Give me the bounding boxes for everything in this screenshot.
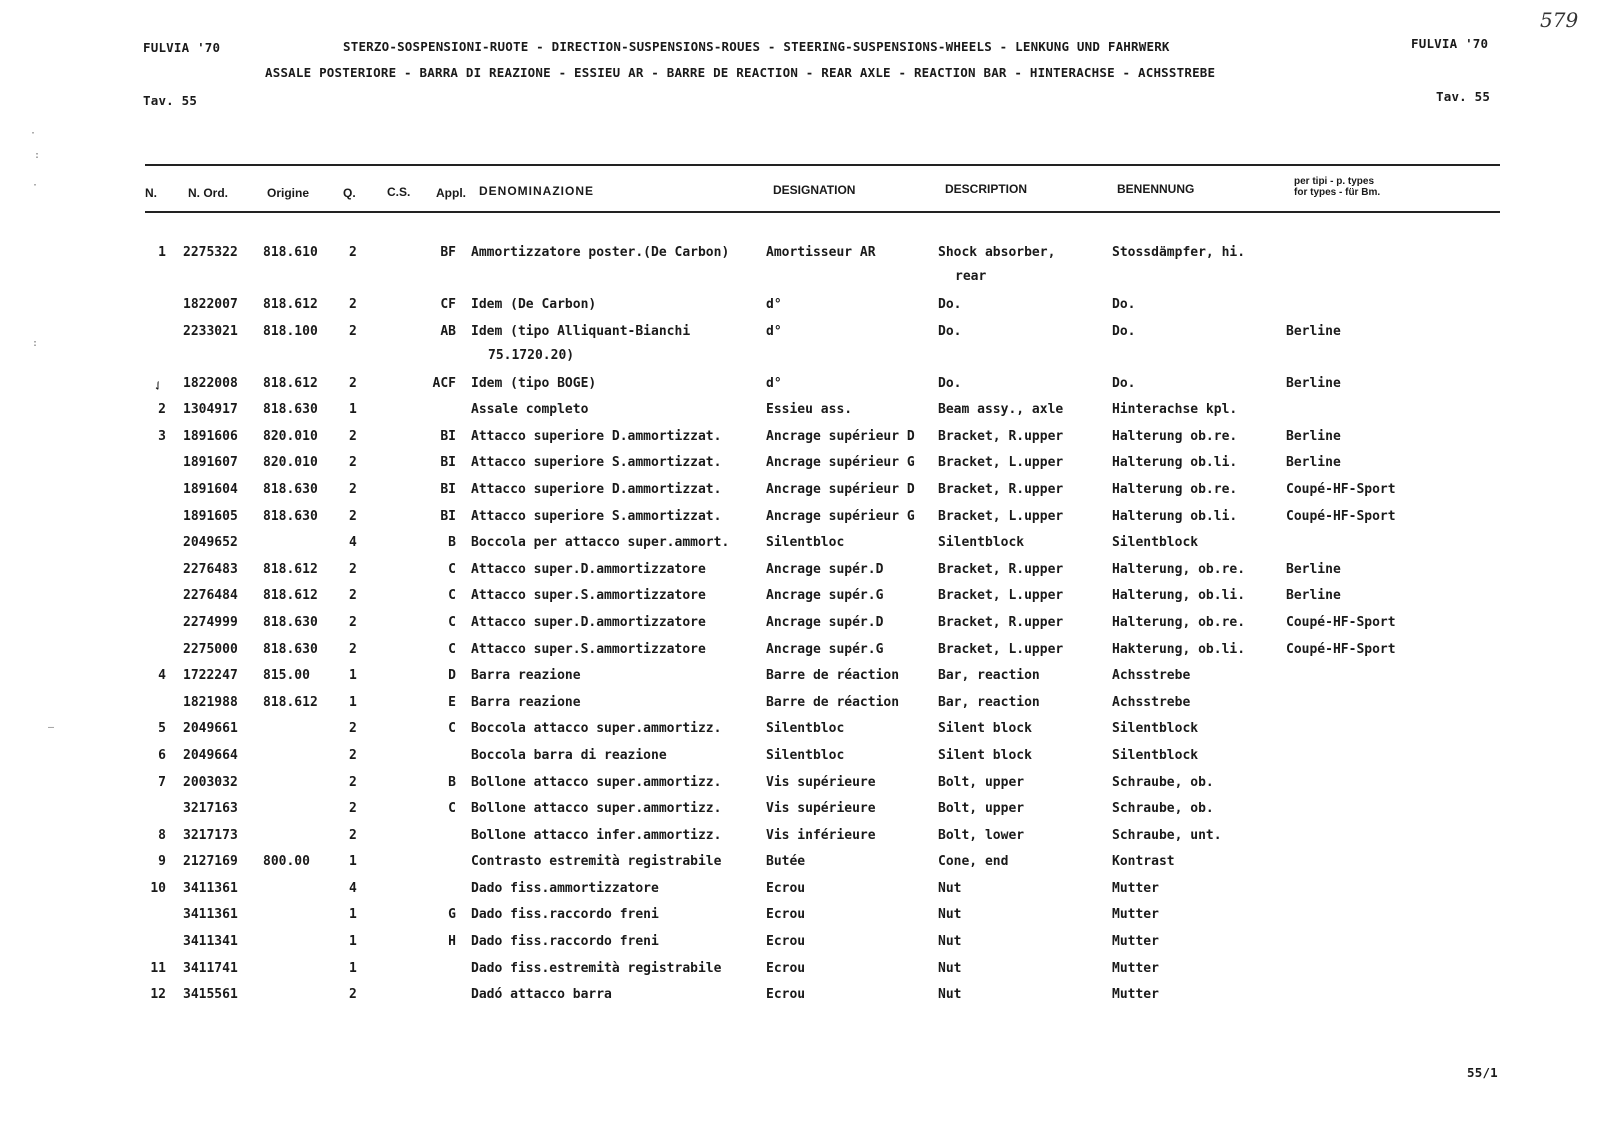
cell-description: Nut bbox=[938, 934, 962, 950]
cell-application-code: D bbox=[448, 668, 456, 684]
cell-order-number: 2275000 bbox=[183, 641, 238, 657]
cell-denominazione: Attacco superiore D.ammortizzat. bbox=[471, 481, 722, 497]
cell-item-number: 1 bbox=[158, 245, 166, 260]
table-row bbox=[0, 721, 1600, 748]
cell-description: Bracket, R.upper bbox=[938, 428, 1064, 444]
group-title: STERZO-SOSPENSIONI-RUOTE - DIRECTION-SUSPENSIONS-ROUES - STEERING-SUSPENSIONS-WHEELS - LENKUNG UND FAHRWERK bbox=[343, 39, 1170, 54]
cell-application-code: C bbox=[448, 801, 456, 817]
cell-quantity: 2 bbox=[349, 561, 357, 577]
cell-designation: Silentbloc bbox=[766, 747, 845, 763]
cell-application-code: G bbox=[448, 907, 456, 923]
cell-quantity: 4 bbox=[349, 880, 357, 896]
cell-quantity: 2 bbox=[349, 774, 357, 790]
table-row bbox=[0, 775, 1600, 802]
table-row bbox=[0, 297, 1600, 324]
col-header-origine: Origine bbox=[267, 186, 310, 200]
cell-quantity: 2 bbox=[349, 747, 357, 763]
cell-application-code: AB bbox=[440, 323, 456, 339]
table-row bbox=[0, 429, 1600, 456]
cell-benennung: Schraube, unt. bbox=[1112, 827, 1222, 843]
cell-description: Bracket, R.upper bbox=[938, 481, 1064, 497]
cell-quantity: 2 bbox=[349, 323, 357, 339]
cell-quantity: 2 bbox=[349, 297, 357, 312]
cell-order-number: 3415561 bbox=[183, 987, 238, 1003]
cell-item-number: 11 bbox=[150, 960, 166, 976]
cell-denominazione: Dadó attacco barra bbox=[471, 987, 612, 1003]
cell-description: Shock absorber, rear bbox=[938, 245, 1056, 284]
cell-designation: d° bbox=[766, 297, 782, 312]
cell-order-number: 3411341 bbox=[183, 934, 238, 950]
cell-application-code: BF bbox=[440, 245, 456, 260]
cell-origin-code: 818.612 bbox=[263, 375, 318, 391]
cell-designation: Vis inférieure bbox=[766, 827, 876, 843]
cell-origin-code: 818.612 bbox=[263, 694, 318, 710]
cell-denominazione: Idem (tipo BOGE) bbox=[471, 375, 597, 391]
col-header-types-line2: for types - für Bm. bbox=[1294, 187, 1381, 198]
cell-quantity: 2 bbox=[349, 481, 357, 497]
cell-designation: Silentbloc bbox=[766, 535, 845, 551]
model-name-right: FULVIA '70 bbox=[1411, 36, 1489, 51]
cell-item-number: 6 bbox=[158, 747, 166, 763]
cell-denominazione: Barra reazione bbox=[471, 668, 581, 684]
cell-description: Bolt, lower bbox=[938, 827, 1025, 843]
cell-application-code: BI bbox=[440, 455, 456, 471]
cell-description: Do. bbox=[938, 375, 962, 391]
table-row bbox=[0, 509, 1600, 536]
cell-types: Berline bbox=[1286, 323, 1341, 339]
cell-description: Do. bbox=[938, 323, 962, 339]
cell-origin-code: 818.100 bbox=[263, 323, 318, 339]
cell-origin-code: 818.630 bbox=[263, 508, 318, 524]
table-row bbox=[0, 482, 1600, 509]
cell-benennung: Silentblock bbox=[1112, 535, 1199, 551]
cell-description: Nut bbox=[938, 907, 962, 923]
cell-types: Coupé-HF-Sport bbox=[1286, 508, 1396, 524]
cell-denominazione: Bollone attacco super.ammortizz. bbox=[471, 774, 722, 790]
cell-order-number: 2276484 bbox=[183, 588, 238, 604]
cell-quantity: 2 bbox=[349, 987, 357, 1003]
table-row bbox=[0, 907, 1600, 934]
cell-designation: d° bbox=[766, 323, 782, 339]
cell-types: Berline bbox=[1286, 561, 1341, 577]
cell-description: Bracket, L.upper bbox=[938, 455, 1064, 471]
cell-quantity: 1 bbox=[349, 934, 357, 950]
cell-order-number: 1821988 bbox=[183, 694, 238, 710]
cell-types: Coupé-HF-Sport bbox=[1286, 641, 1396, 657]
cell-order-number: 2003032 bbox=[183, 774, 238, 790]
table-row bbox=[0, 881, 1600, 908]
table-row bbox=[0, 455, 1600, 482]
cell-quantity: 2 bbox=[349, 614, 357, 630]
cell-quantity: 2 bbox=[349, 827, 357, 843]
cell-types: Berline bbox=[1286, 455, 1341, 471]
scan-speck: : bbox=[32, 338, 39, 349]
cell-benennung: Schraube, ob. bbox=[1112, 801, 1214, 817]
cell-description: Bar, reaction bbox=[938, 668, 1040, 684]
table-row bbox=[0, 695, 1600, 722]
cell-order-number: 2049664 bbox=[183, 747, 238, 763]
cell-description: Silent block bbox=[938, 747, 1032, 763]
cell-types: Coupé-HF-Sport bbox=[1286, 481, 1396, 497]
cell-item-number: 8 bbox=[158, 827, 166, 843]
col-header-appl: Appl. bbox=[436, 186, 466, 200]
scan-speck: – bbox=[48, 722, 55, 733]
cell-designation: Essieu ass. bbox=[766, 402, 853, 418]
cell-designation: Ancrage supér.G bbox=[766, 588, 884, 604]
cell-quantity: 2 bbox=[349, 641, 357, 657]
cell-designation: Amortisseur AR bbox=[766, 245, 876, 260]
cell-application-code: H bbox=[448, 934, 456, 950]
cell-item-number: 5 bbox=[158, 721, 166, 737]
table-row bbox=[0, 324, 1600, 376]
cell-item-number: 9 bbox=[158, 854, 166, 870]
cell-origin-code: 818.630 bbox=[263, 481, 318, 497]
cell-designation: Ecrou bbox=[766, 907, 806, 923]
cell-denominazione: Attacco superiore D.ammortizzat. bbox=[471, 428, 722, 444]
cell-item-number: 2 bbox=[158, 402, 166, 418]
cell-quantity: 2 bbox=[349, 375, 357, 391]
cell-benennung: Halterung, ob.re. bbox=[1112, 561, 1246, 577]
cell-denominazione: Idem (De Carbon) bbox=[471, 297, 597, 312]
cell-denominazione: Dado fiss.raccordo freni bbox=[471, 934, 659, 950]
cell-benennung: Halterung, ob.li. bbox=[1112, 588, 1246, 604]
cell-application-code: C bbox=[448, 561, 456, 577]
cell-benennung: Do. bbox=[1112, 297, 1136, 312]
cell-benennung: Halterung ob.re. bbox=[1112, 428, 1238, 444]
cell-description-continued: rear bbox=[955, 269, 987, 284]
parts-table bbox=[0, 245, 1600, 1014]
cell-designation: Butée bbox=[766, 854, 806, 870]
cell-quantity: 1 bbox=[349, 960, 357, 976]
cell-quantity: 1 bbox=[349, 668, 357, 684]
cell-designation: Ancrage supérieur G bbox=[766, 508, 915, 524]
cell-description: Bracket, L.upper bbox=[938, 508, 1064, 524]
cell-application-code: C bbox=[448, 588, 456, 604]
cell-benennung: Silentblock bbox=[1112, 747, 1199, 763]
table-row bbox=[0, 854, 1600, 881]
cell-description: Nut bbox=[938, 960, 962, 976]
cell-benennung: Halterung, ob.re. bbox=[1112, 614, 1246, 630]
cell-order-number: 1891606 bbox=[183, 428, 238, 444]
plate-number-left: Tav. 55 bbox=[143, 93, 198, 108]
table-row bbox=[0, 642, 1600, 669]
cell-denominazione: Contrasto estremità registrabile bbox=[471, 854, 722, 870]
cell-benennung: Hinterachse kpl. bbox=[1112, 402, 1238, 418]
cell-quantity: 1 bbox=[349, 694, 357, 710]
table-row bbox=[0, 535, 1600, 562]
cell-order-number: 2049652 bbox=[183, 535, 238, 551]
cell-benennung: Mutter bbox=[1112, 907, 1159, 923]
cell-order-number: 2276483 bbox=[183, 561, 238, 577]
table-row bbox=[0, 828, 1600, 855]
header-bottom-rule bbox=[145, 211, 1500, 213]
cell-denominazione: Attacco super.S.ammortizzatore bbox=[471, 588, 706, 604]
cell-quantity: 2 bbox=[349, 801, 357, 817]
cell-benennung: Mutter bbox=[1112, 987, 1159, 1003]
cell-application-code: C bbox=[448, 641, 456, 657]
cell-description: Nut bbox=[938, 880, 962, 896]
cell-origin-code: 818.612 bbox=[263, 297, 318, 312]
cell-application-code: BI bbox=[440, 508, 456, 524]
cell-denominazione: Dado fiss.estremità registrabile bbox=[471, 960, 722, 976]
cell-order-number: 1822008 bbox=[183, 375, 238, 391]
cell-order-number: 3411361 bbox=[183, 880, 238, 896]
cell-item-number: 10 bbox=[150, 880, 166, 896]
table-row bbox=[0, 748, 1600, 775]
cell-designation: Ecrou bbox=[766, 960, 806, 976]
cell-designation: Vis supérieure bbox=[766, 801, 876, 817]
cell-benennung: Stossdämpfer, hi. bbox=[1112, 245, 1246, 260]
table-row bbox=[0, 562, 1600, 589]
cell-origin-code: 818.630 bbox=[263, 402, 318, 418]
cell-designation: Barre de réaction bbox=[766, 668, 900, 684]
cell-application-code: C bbox=[448, 721, 456, 737]
cell-benennung: Achsstrebe bbox=[1112, 694, 1191, 710]
scan-speck: · bbox=[30, 128, 37, 139]
cell-origin-code: 818.610 bbox=[263, 245, 318, 260]
cell-designation: Ancrage supér.D bbox=[766, 614, 884, 630]
cell-quantity: 2 bbox=[349, 455, 357, 471]
cell-denominazione: Attacco super.D.ammortizzatore bbox=[471, 561, 706, 577]
cell-denominazione-continued: 75.1720.20) bbox=[488, 347, 575, 363]
cell-description: Bracket, L.upper bbox=[938, 588, 1064, 604]
cell-denominazione: Barra reazione bbox=[471, 694, 581, 710]
cell-order-number: 1891607 bbox=[183, 455, 238, 471]
cell-origin-code: 818.630 bbox=[263, 614, 318, 630]
cell-origin-code: 815.00 bbox=[263, 668, 310, 684]
cell-benennung: Halterung ob.re. bbox=[1112, 481, 1238, 497]
cell-description: Bolt, upper bbox=[938, 774, 1025, 790]
cell-types: Berline bbox=[1286, 588, 1341, 604]
cell-designation: Ecrou bbox=[766, 934, 806, 950]
cell-order-number: 3411741 bbox=[183, 960, 238, 976]
cell-denominazione: Boccola barra di reazione bbox=[471, 747, 667, 763]
cell-benennung: Schraube, ob. bbox=[1112, 774, 1214, 790]
cell-denominazione: Dado fiss.ammortizzatore bbox=[471, 880, 659, 896]
col-header-benennung: BENENNUNG bbox=[1117, 182, 1195, 196]
cell-item-number: 12 bbox=[150, 987, 166, 1003]
cell-designation: Ancrage supér.G bbox=[766, 641, 884, 657]
cell-order-number: 1722247 bbox=[183, 668, 238, 684]
cell-order-number: 2275322 bbox=[183, 245, 238, 260]
section-title: ASSALE POSTERIORE - BARRA DI REAZIONE - ESSIEU AR - BARRE DE REACTION - REAR AXLE - REACTION BAR - HINTERACHSE - ACHSSTREBE bbox=[265, 65, 1216, 80]
cell-description: Cone, end bbox=[938, 854, 1009, 870]
cell-designation: Silentbloc bbox=[766, 721, 845, 737]
cell-benennung: Mutter bbox=[1112, 960, 1159, 976]
cell-application-code: B bbox=[448, 774, 456, 790]
cell-quantity: 1 bbox=[349, 402, 357, 418]
cell-origin-code: 818.612 bbox=[263, 588, 318, 604]
cell-benennung: Mutter bbox=[1112, 880, 1159, 896]
cell-description: Bolt, upper bbox=[938, 801, 1025, 817]
cell-order-number: 1822007 bbox=[183, 297, 238, 312]
cell-application-code: ACF bbox=[432, 375, 456, 391]
cell-benennung: Halterung ob.li. bbox=[1112, 455, 1238, 471]
cell-denominazione: Bollone attacco super.ammortizz. bbox=[471, 801, 722, 817]
cell-order-number: 1304917 bbox=[183, 402, 238, 418]
cell-benennung: Mutter bbox=[1112, 934, 1159, 950]
table-row bbox=[0, 668, 1600, 695]
col-header-denominazione: DENOMINAZIONE bbox=[479, 184, 594, 198]
cell-benennung: Halterung ob.li. bbox=[1112, 508, 1238, 524]
table-row bbox=[0, 245, 1600, 297]
cell-designation: Ancrage supérieur D bbox=[766, 428, 915, 444]
cell-types: Berline bbox=[1286, 428, 1341, 444]
cell-designation: Vis supérieure bbox=[766, 774, 876, 790]
col-header-types-line1: per tipi - p. types bbox=[1294, 176, 1375, 187]
cell-quantity: 2 bbox=[349, 508, 357, 524]
cell-benennung: Achsstrebe bbox=[1112, 668, 1191, 684]
cell-description: Bar, reaction bbox=[938, 694, 1040, 710]
cell-origin-code: 818.612 bbox=[263, 561, 318, 577]
cell-item-number: 3 bbox=[158, 428, 166, 444]
cell-application-code: BI bbox=[440, 481, 456, 497]
cell-order-number: 1891604 bbox=[183, 481, 238, 497]
table-row bbox=[0, 588, 1600, 615]
cell-designation: Ecrou bbox=[766, 880, 806, 896]
col-header-cs: C.S. bbox=[387, 185, 411, 199]
cell-denominazione: Ammortizzatore poster.(De Carbon) bbox=[471, 245, 730, 260]
col-header-ord: N. Ord. bbox=[188, 186, 229, 200]
cell-denominazione: Bollone attacco infer.ammortizz. bbox=[471, 827, 722, 843]
cell-application-code: B bbox=[448, 535, 456, 551]
cell-item-number: 7 bbox=[158, 774, 166, 790]
cell-denominazione: Assale completo bbox=[471, 402, 589, 418]
cell-designation: Ancrage supér.D bbox=[766, 561, 884, 577]
cell-order-number: 3217163 bbox=[183, 801, 238, 817]
cell-description: Beam assy., axle bbox=[938, 402, 1064, 418]
table-row bbox=[0, 961, 1600, 988]
cell-benennung: Do. bbox=[1112, 375, 1136, 391]
cell-order-number: 2274999 bbox=[183, 614, 238, 630]
page-number: 55/1 bbox=[1467, 1065, 1498, 1080]
cell-quantity: 2 bbox=[349, 245, 357, 260]
table-row bbox=[0, 615, 1600, 642]
cell-description: Silentblock bbox=[938, 535, 1025, 551]
cell-designation: Barre de réaction bbox=[766, 694, 900, 710]
header-top-rule bbox=[145, 164, 1500, 166]
cell-denominazione: Attacco super.S.ammortizzatore bbox=[471, 641, 706, 657]
cell-application-code: E bbox=[448, 694, 456, 710]
cell-application-code: BI bbox=[440, 428, 456, 444]
cell-description: Nut bbox=[938, 987, 962, 1003]
cell-order-number: 2127169 bbox=[183, 854, 238, 870]
table-row bbox=[0, 376, 1600, 403]
cell-item-number: 4 bbox=[158, 668, 166, 684]
col-header-description: DESCRIPTION bbox=[945, 182, 1028, 196]
scan-speck: : bbox=[34, 150, 41, 161]
cell-description: Bracket, L.upper bbox=[938, 641, 1064, 657]
col-header-designation: DESIGNATION bbox=[773, 183, 856, 197]
cell-denominazione: Attacco superiore S.ammortizzat. bbox=[471, 508, 722, 524]
cell-order-number: 1891605 bbox=[183, 508, 238, 524]
cell-quantity: 1 bbox=[349, 907, 357, 923]
cell-description: Bracket, R.upper bbox=[938, 614, 1064, 630]
cell-description: Do. bbox=[938, 297, 962, 312]
cell-denominazione: Idem (tipo Alliquant-Bianchi 75.1720.20) bbox=[471, 323, 691, 363]
cell-order-number: 2049661 bbox=[183, 721, 238, 737]
cell-denominazione: Dado fiss.raccordo freni bbox=[471, 907, 659, 923]
cell-application-code: C bbox=[448, 614, 456, 630]
cell-benennung: Kontrast bbox=[1112, 854, 1175, 870]
cell-quantity: 2 bbox=[349, 428, 357, 444]
cell-order-number: 3411361 bbox=[183, 907, 238, 923]
cell-quantity: 1 bbox=[349, 854, 357, 870]
table-row bbox=[0, 987, 1600, 1014]
cell-order-number: 2233021 bbox=[183, 323, 238, 339]
cell-denominazione: Boccola attacco super.ammortizz. bbox=[471, 721, 722, 737]
cell-order-number: 3217173 bbox=[183, 827, 238, 843]
cell-denominazione: Attacco super.D.ammortizzatore bbox=[471, 614, 706, 630]
cell-benennung: Silentblock bbox=[1112, 721, 1199, 737]
cell-application-code: CF bbox=[440, 297, 456, 312]
cell-description: Silent block bbox=[938, 721, 1032, 737]
cell-origin-code: 820.010 bbox=[263, 428, 318, 444]
model-name-left: FULVIA '70 bbox=[143, 40, 221, 55]
cell-types: Coupé-HF-Sport bbox=[1286, 614, 1396, 630]
col-header-q: Q. bbox=[343, 186, 356, 200]
cell-denominazione: Boccola per attacco super.ammort. bbox=[471, 535, 730, 551]
cell-quantity: 2 bbox=[349, 721, 357, 737]
cell-origin-code: 820.010 bbox=[263, 455, 318, 471]
table-row bbox=[0, 801, 1600, 828]
col-header-n: N. bbox=[145, 186, 157, 200]
cell-origin-code: 800.00 bbox=[263, 854, 310, 870]
cell-designation: Ancrage supérieur D bbox=[766, 481, 915, 497]
cell-types: Berline bbox=[1286, 375, 1341, 391]
cell-description: Bracket, R.upper bbox=[938, 561, 1064, 577]
handwritten-page-number: 579 bbox=[1540, 8, 1579, 32]
table-row bbox=[0, 934, 1600, 961]
cell-designation: Ecrou bbox=[766, 987, 806, 1003]
cell-designation: d° bbox=[766, 375, 782, 391]
scan-speck: · bbox=[32, 180, 39, 191]
check-mark-icon: ✓ bbox=[150, 376, 167, 395]
cell-benennung: Hakterung, ob.li. bbox=[1112, 641, 1246, 657]
cell-denominazione: Attacco superiore S.ammortizzat. bbox=[471, 455, 722, 471]
cell-designation: Ancrage supérieur G bbox=[766, 455, 915, 471]
cell-quantity: 4 bbox=[349, 535, 357, 551]
plate-number-right: Tav. 55 bbox=[1436, 89, 1491, 104]
cell-quantity: 2 bbox=[349, 588, 357, 604]
table-row bbox=[0, 402, 1600, 429]
cell-origin-code: 818.630 bbox=[263, 641, 318, 657]
cell-benennung: Do. bbox=[1112, 323, 1136, 339]
